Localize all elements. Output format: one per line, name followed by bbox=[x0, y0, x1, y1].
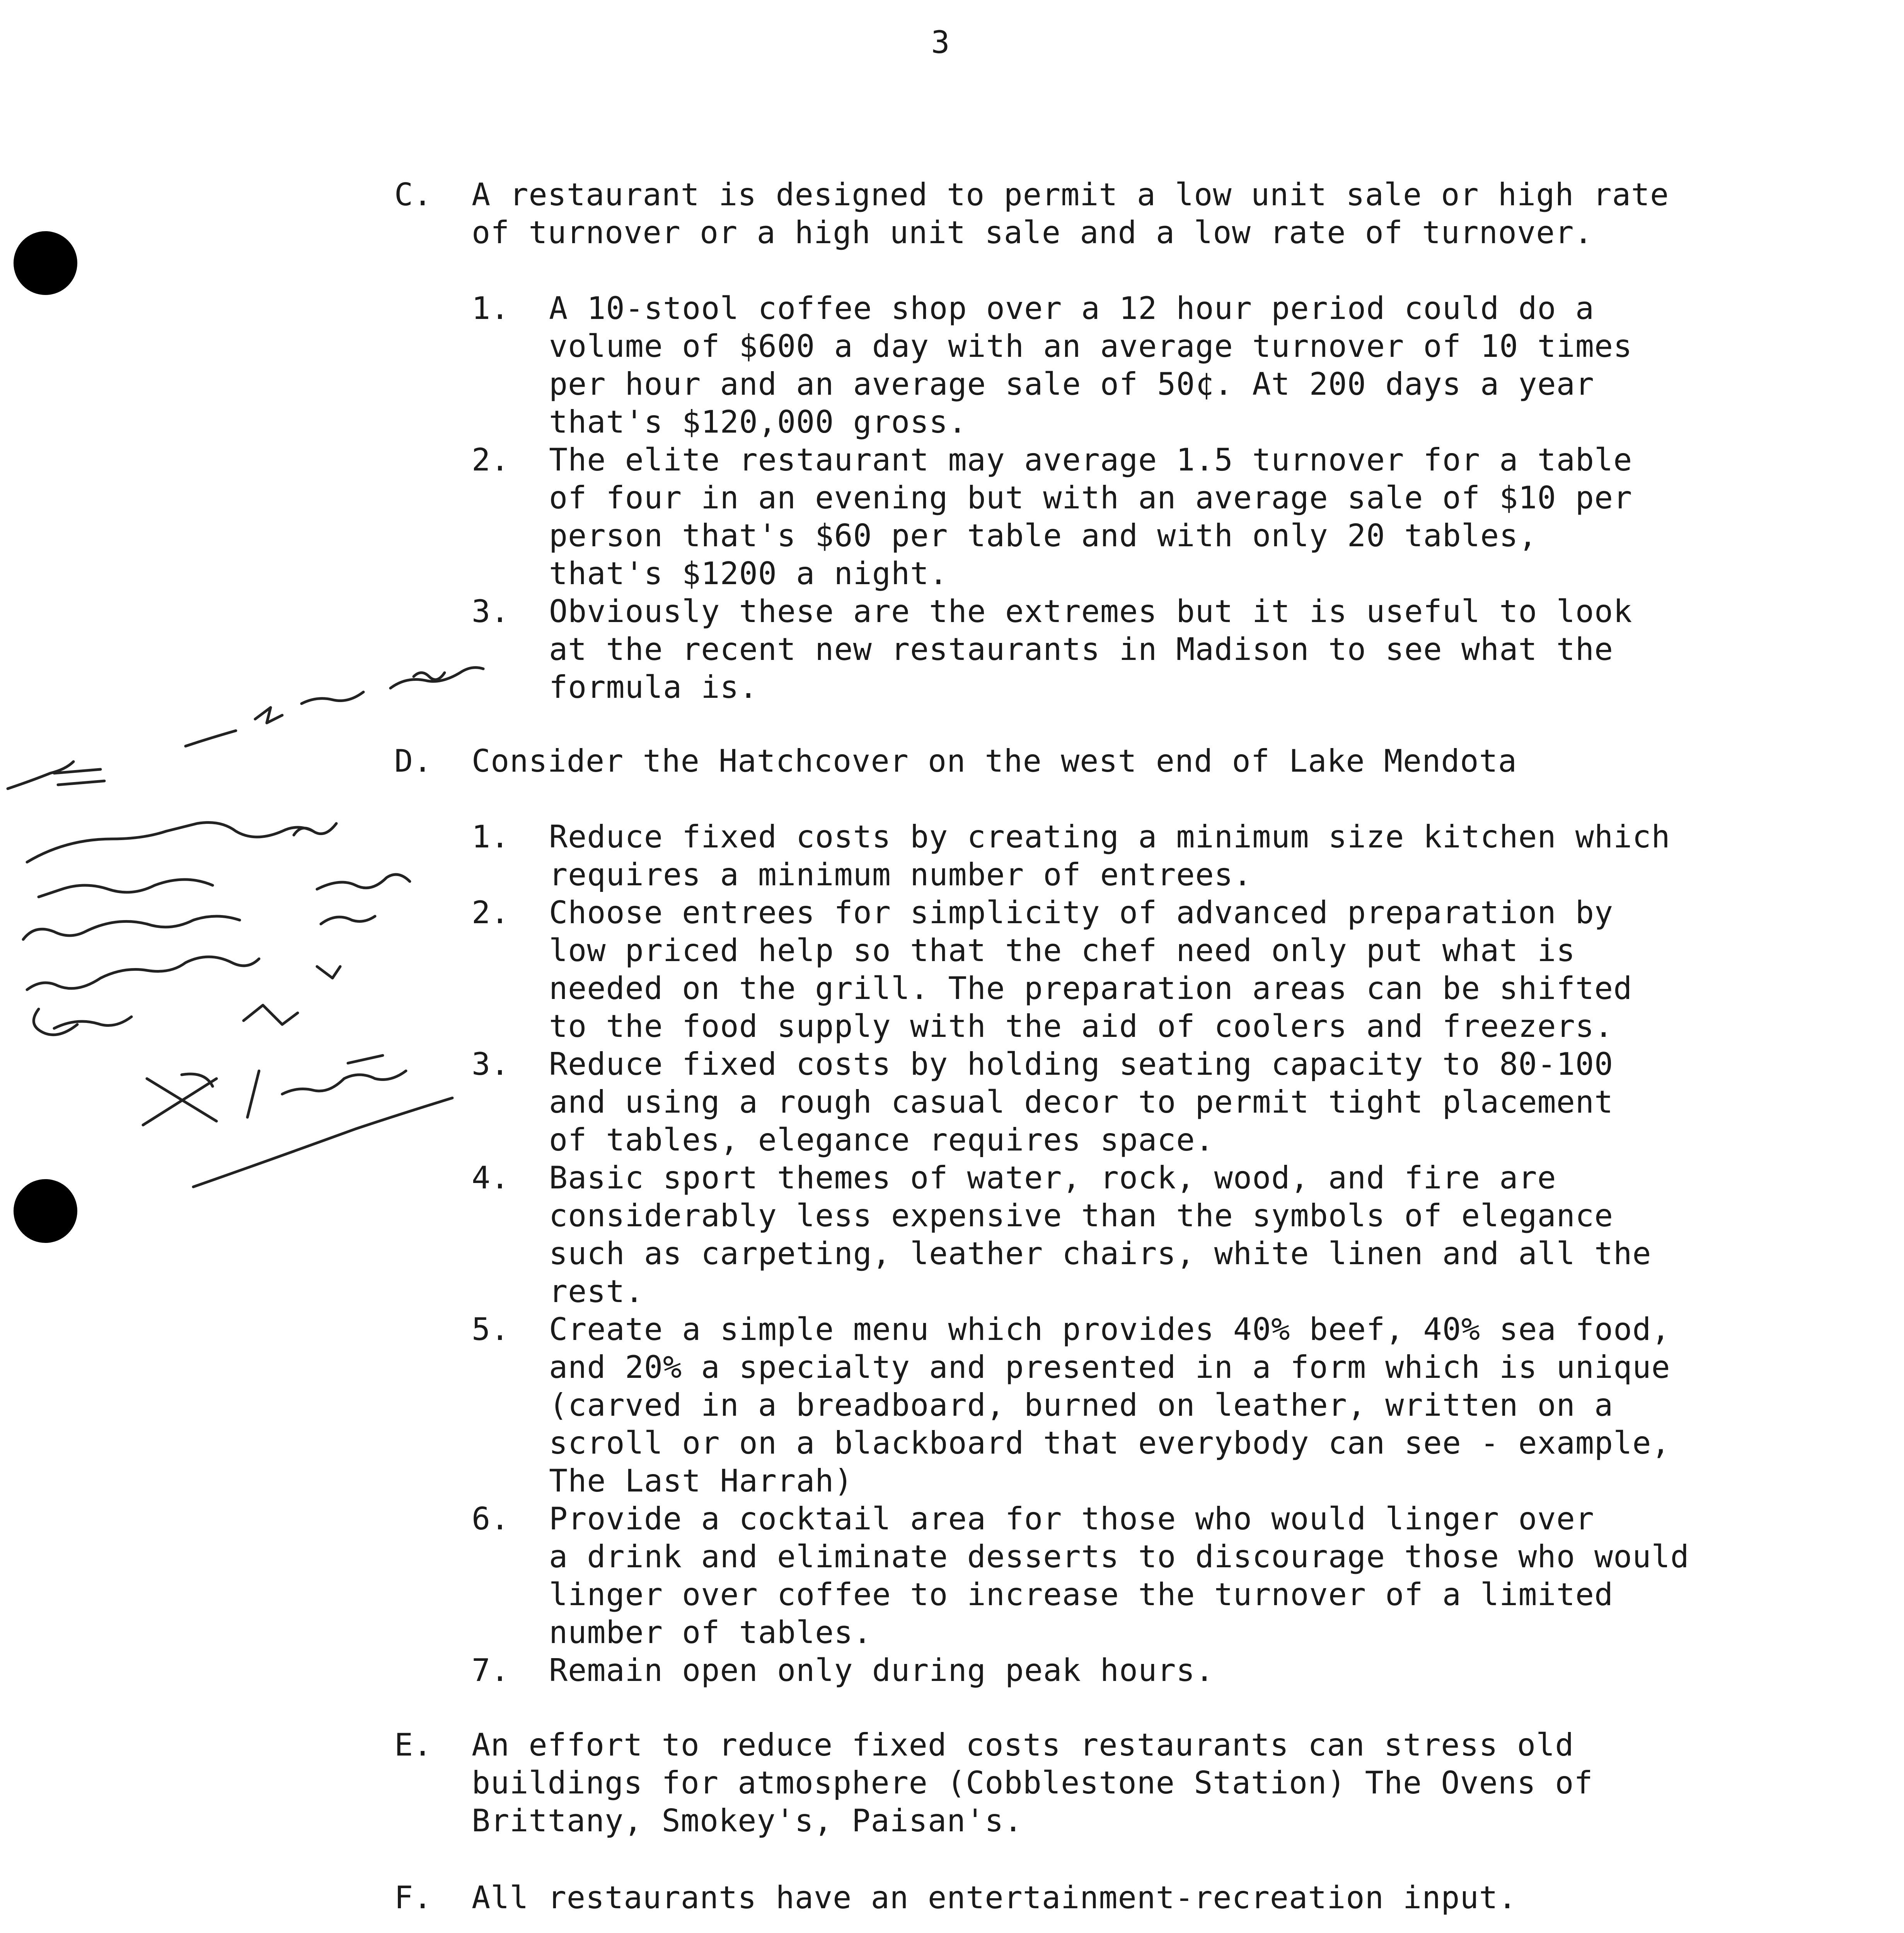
section-items bbox=[472, 818, 1825, 1689]
section-marker: F. bbox=[394, 1880, 433, 1916]
section-c bbox=[394, 176, 1825, 706]
list-item bbox=[472, 593, 1825, 706]
item-number: 3. bbox=[472, 1046, 510, 1082]
list-item bbox=[472, 441, 1825, 593]
item-text: Basic sport themes of water, rock, wood, and fire are considerably less expensive than the symbols of elegance such as carpeting, leather chairs, white linen and all the rest. bbox=[549, 1160, 1652, 1309]
item-text: Remain open only during peak hours. bbox=[549, 1652, 1214, 1688]
list-item bbox=[472, 1159, 1825, 1311]
section-items bbox=[472, 290, 1825, 706]
item-text: A 10-stool coffee shop over a 12 hour period could do a volume of $600 a day with an average turnover of 10 times per hour and an average sale of 50¢. At 200 days a year that's $120,000 gross. bbox=[549, 290, 1633, 440]
section-text: All restaurants have an entertainment-recreation input. bbox=[472, 1880, 1517, 1916]
handwritten-margin-notes bbox=[0, 619, 503, 1256]
list-item bbox=[472, 290, 1825, 441]
section-e bbox=[394, 1726, 1825, 1840]
section-text: An effort to reduce fixed costs restaurants can stress old buildings for atmosphere (Cobblestone Station) The Ovens of Brittany, Smokey's, Paisan's. bbox=[472, 1727, 1593, 1839]
item-text: The elite restaurant may average 1.5 turnover for a table of four in an evening but with an average sale of $10 per person that's $60 per table and with only 20 tables, that's $1200 a night. bbox=[549, 442, 1633, 591]
item-number: 3. bbox=[472, 593, 510, 629]
item-text: Choose entrees for simplicity of advanced preparation by low priced help so that the chef need only put what is needed on the grill. The preparation areas can be shifted to the food supply with the aid of coolers and freezers. bbox=[549, 895, 1633, 1044]
item-number: 5. bbox=[472, 1311, 510, 1347]
item-text: Reduce fixed costs by holding seating capacity to 80-100 and using a rough casual decor to permit tight placement of tables, elegance requires space. bbox=[549, 1046, 1614, 1158]
handwritten-inline-note bbox=[796, 1929, 1879, 1933]
item-number: 1. bbox=[472, 819, 510, 855]
item-number: 2. bbox=[472, 442, 510, 478]
item-text: Create a simple menu which provides 40% beef, 40% sea food, and 20% a specialty and presented in a form which is unique (carved in a breadboard, burned on leather, written on a scroll or on a blackboard that everybody can see - example, The Last Harrah) bbox=[549, 1311, 1670, 1499]
item-number: 7. bbox=[472, 1652, 510, 1688]
item-number: 4. bbox=[472, 1160, 510, 1196]
section-f bbox=[394, 1879, 1825, 1933]
punch-hole-top bbox=[14, 231, 77, 295]
item-text: Provide a cocktail area for those who would linger over a drink and eliminate desserts to discourage those who would linger over coffee to increase the turnover of a limited number of tables. bbox=[549, 1501, 1689, 1650]
item-number: 1. bbox=[472, 290, 510, 326]
section-marker: E. bbox=[394, 1727, 433, 1763]
section-text: Consider the Hatchcover on the west end of Lake Mendota bbox=[472, 743, 1517, 779]
list-item bbox=[472, 1311, 1825, 1500]
list-item bbox=[472, 894, 1825, 1045]
list-item bbox=[472, 1045, 1825, 1159]
list-item bbox=[472, 1652, 1825, 1689]
section-text: A restaurant is designed to permit a low unit sale or high rate of turnover or a high unit sale and a low rate of turnover. bbox=[472, 177, 1669, 251]
item-number: 2. bbox=[472, 895, 510, 931]
item-text: Obviously these are the extremes but it is useful to look at the recent new restaurants in Madison to see what the formula is. bbox=[549, 593, 1633, 705]
list-item bbox=[472, 818, 1825, 894]
page-number: 3 bbox=[931, 24, 950, 60]
item-text: Reduce fixed costs by creating a minimum size kitchen which requires a minimum number of entrees. bbox=[549, 819, 1670, 893]
list-item bbox=[472, 1500, 1825, 1652]
section-d bbox=[394, 742, 1825, 1689]
section-marker: D. bbox=[394, 743, 433, 779]
item-number: 6. bbox=[472, 1501, 510, 1537]
section-marker: C. bbox=[394, 177, 433, 213]
